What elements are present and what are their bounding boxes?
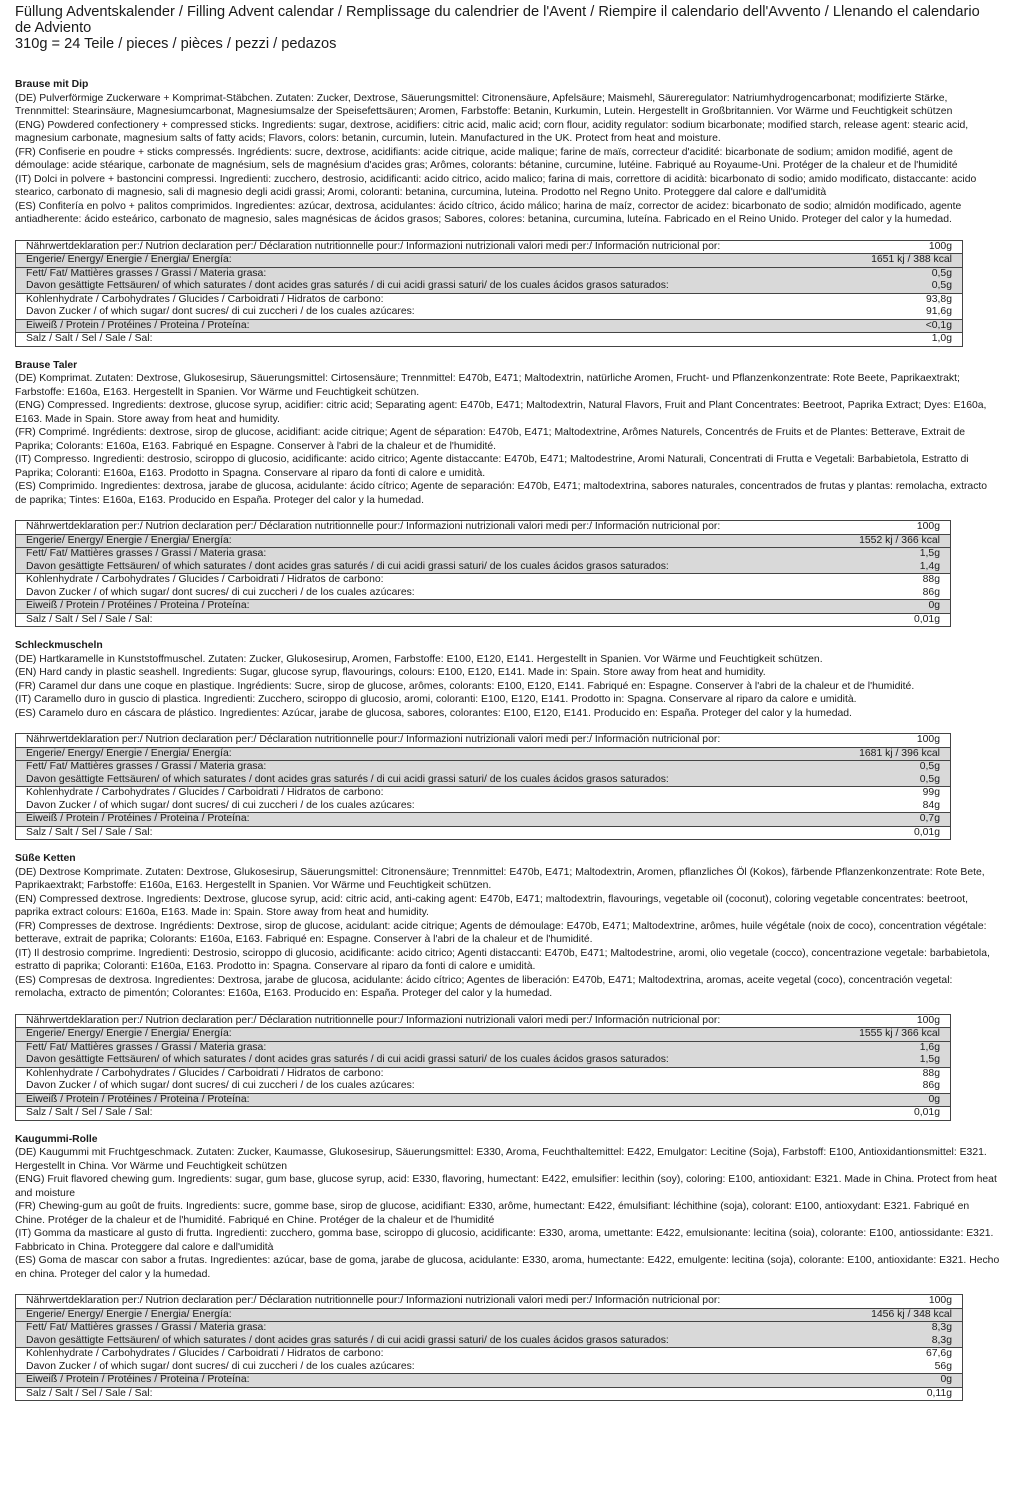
nutrient-value: 1552 kj / 366 kcal xyxy=(834,534,950,548)
ingredients-text: (ES) Compresas de dextrosa. Ingredientes: Dextrosa, jarabe de glucosa, acidulante: ácido cítrico; Agentes de liberación: E470b, E471; Maltodextrina, aromas, aceite vegetal (coco), concentración vegetal: remolacha, extracto de pimentón; Colorantes: E160a, E163. Producido en: España. Proteger del calor y la humedad. xyxy=(15,974,953,999)
ingredients-text: (ES) Confitería en polvo + palitos comprimidos. Ingredientes: azúcar, dextrosa, acidulantes: ácido cítrico, ácido málico; harina de maíz, corrector de acidez: bicarbonato de sodio; almidón modificado, agente antiadherente: ácido esteárico, carbonato de magnesio, sales magnésicas de ácidos grasos; Sabores, colores: betanina, curcumina, luteína. Fabricado en el Reino Unido. Proteger del calor y la humedad. xyxy=(15,200,962,225)
nutrient-value: 0,01g xyxy=(834,613,950,627)
nutrient-label: Kohlenhydrate / Carbohydrates / Glucides / Carboidrati / Hidratos de carbono: xyxy=(16,293,845,306)
nutrition-table xyxy=(15,240,963,347)
nutrition-table xyxy=(15,1014,951,1121)
nutrient-value: 1456 kj / 348 kcal xyxy=(845,1308,963,1322)
nutrient-label: Fett/ Fat/ Mattières grasses / Grassi / Materia grasa: xyxy=(16,1041,835,1054)
nutrient-label: Kohlenhydrate / Carbohydrates / Glucides / Carboidrati / Hidratos de carbono: xyxy=(16,787,835,800)
nutrient-value: 1,6g xyxy=(834,1041,950,1054)
product-name: Brause mit Dip xyxy=(15,79,89,90)
product-name: Brause Taler xyxy=(15,359,78,371)
nutrient-value: 0,11g xyxy=(845,1387,963,1401)
nutrition-row xyxy=(16,1374,963,1388)
ingredients-text: (IT) Caramello duro in guscio di plastica. Ingredienti: Zucchero, sciroppo di glucosio, aromi, coloranti: E100, E120, E141. Prodotto in: Spagna. Conservare al riparo da calore e umidità. xyxy=(15,694,857,705)
nutrition-row xyxy=(16,1093,951,1107)
nutrition-row xyxy=(16,1080,951,1093)
nutrition-row xyxy=(16,747,951,761)
ingredients-text: (IT) Il destrosio comprime. Ingredienti: Destrosio, sciroppo di glucosio, acidificante: acido citrico; Agenti distaccanti: E470b, E471; Maltodestrine, aromi, olio vegetale (cocco), concentrazione vegetale: barbabietola, estratto di paprika; Coloranti: E160a, E163. Prodotto in: Spagna. Conservare al riparo da fonti di calore e umidità. xyxy=(15,947,990,972)
product-section xyxy=(15,78,1000,347)
nutrient-label: Davon Zucker / of which sugar/ dont sucres/ di cui zuccheri / de los cuales azúcares: xyxy=(16,800,835,813)
nutrient-value: 0g xyxy=(834,1093,950,1107)
nutrient-label: Engerie/ Energy/ Énergie / Energia/ Energía: xyxy=(16,254,845,268)
nutrient-label: Kohlenhydrate / Carbohydrates / Glucides / Carboidrati / Hidratos de carbono: xyxy=(16,574,835,587)
nutrient-label: Nährwertdeklaration per:/ Nutrion declaration per:/ Déclaration nutritionnelle pour:/ Informazioni nutrizionali valori medi per:/ Información nutricional por: xyxy=(16,1014,835,1028)
ingredients-text: (IT) Compresso. Ingredienti: destrosio, sciroppo di glucosio, acidificante: acido citrico; Agente distaccante: E470b, E471; Maltodestrine, Aromi Naturali, Concentrati di Frutta e Vegetali: Barbabietola, Estratto di Paprika; Coloranti: E160a, E163. Prodotto in Spagna. Conservare al riparo da fonti di calore e umidità. xyxy=(15,454,969,479)
nutrition-table xyxy=(15,733,951,840)
ingredients-text: (ENG) Fruit flavored chewing gum. Ingredients: sugar, gum base, glucose syrup, acid: E330, flavoring, humectant: E422, emulsifier: lecithin (soy), coloring: E100, antioxidant: E321. Made in China. Protect from heat and moisture xyxy=(15,1174,997,1199)
nutrient-label: Kohlenhydrate / Carbohydrates / Glucides / Carboidrati / Hidratos de carbono: xyxy=(16,1348,845,1361)
nutrient-value: 100g xyxy=(845,1295,963,1309)
nutrient-value: 0,5g xyxy=(845,280,963,293)
ingredients-block xyxy=(15,866,1000,1001)
ingredients-text: (EN) Hard candy in plastic seashell. Ingredients: Sugar, glucose syrup, flavourings, colours: E100, E120, E141. Made in: Spain. Store away from heat and humidity. xyxy=(15,667,766,678)
nutrition-row xyxy=(16,1335,963,1348)
nutrition-row xyxy=(16,1322,963,1335)
nutrient-label: Davon Zucker / of which sugar/ dont sucres/ di cui zuccheri / de los cuales azúcares: xyxy=(16,1080,835,1093)
nutrition-row xyxy=(16,1361,963,1374)
product-name: Süße Ketten xyxy=(15,853,76,864)
nutrient-value: 1681 kj / 396 kcal xyxy=(834,747,950,761)
nutrient-value: <0,1g xyxy=(845,319,963,333)
nutrition-row xyxy=(16,600,951,614)
nutrient-label: Engerie/ Energy/ Énergie / Energia/ Energía: xyxy=(16,747,835,761)
nutrition-header-row xyxy=(16,521,951,535)
nutrition-row xyxy=(16,826,951,840)
nutrition-row xyxy=(16,761,951,774)
nutrition-row xyxy=(16,280,963,293)
product-section xyxy=(15,639,1000,840)
ingredients-text: (FR) Chewing-gum au goût de fruits. Ingredients: sucre, gomme base, sirop de glucose, acidifiant: E330, arôme, humectant: E422, émulsifiant: léchithine (soja), colorant: E100, antioxydant: E321. Fabriqué en Chine. Protéger de la chaleur et de l'humidité. Fabriqué en Chine. Protéger de la chaleur et de l'humidité xyxy=(15,1201,970,1226)
nutrition-row xyxy=(16,800,951,813)
nutrition-header-row xyxy=(16,1295,963,1309)
nutrient-label: Fett/ Fat/ Mattières grasses / Grassi / Materia grasa: xyxy=(16,267,845,280)
ingredients-block xyxy=(15,92,1000,227)
nutrition-row xyxy=(16,1308,963,1322)
nutrition-row xyxy=(16,534,951,548)
ingredients-text: (DE) Hartkaramelle in Kunststoffmuschel. Zutaten: Zucker, Glukosesirup, Aromen, Farbstoffe: E100, E120, E141. Hergestellt in Spanien. Vor Wärme und Feuchtigkeit schützen. xyxy=(15,653,823,665)
nutrient-value: 100g xyxy=(834,1014,950,1028)
product-section xyxy=(15,1133,1000,1402)
nutrient-label: Eiweiß / Protein / Protéines / Proteina / Proteína: xyxy=(16,600,835,614)
nutrition-row xyxy=(16,813,951,827)
ingredients-text: (FR) Comprimé. Ingrédients: dextrose, sirop de glucose, acidifiant: acide citrique; Agent de séparation: E470b, E471; Maltodextrine, Arômes Naturels, Concentrés de Fruits et de Plantes: Betterave, Extrait de Paprika; Colorants: E160a, E163. Fabriqué en Espagne. Conserver à l'abri de la chaleur et de l'humidité. xyxy=(15,427,966,452)
nutrient-value: 100g xyxy=(834,734,950,748)
nutrient-value: 67,6g xyxy=(845,1348,963,1361)
nutrient-label: Engerie/ Energy/ Énergie / Energia/ Energía: xyxy=(16,534,835,548)
nutrient-label: Salz / Salt / Sel / Sale / Sal: xyxy=(16,333,845,347)
ingredients-block xyxy=(15,1146,1000,1281)
nutrient-value: 91,6g xyxy=(845,306,963,319)
nutrition-row xyxy=(16,561,951,574)
ingredients-text: (EN) Compressed dextrose. Ingredients: Dextrose, glucose syrup, acid: citric acid, anti-caking agent: E470b, E471; maltodextrin, flavourings, vegetable oil (coconut), coloring vegetable concentrates: beetroot, paprika extract colours: E160a, E163. Made in: Spain. Store away from heat and humidity. xyxy=(15,893,968,918)
nutrient-label: Davon Zucker / of which sugar/ dont sucres/ di cui zuccheri / de los cuales azúcares: xyxy=(16,1361,845,1374)
nutrient-value: 0,5g xyxy=(834,761,950,774)
ingredients-block xyxy=(15,372,1000,507)
nutrient-label: Davon Zucker / of which sugar/ dont sucres/ di cui zuccheri / de los cuales azúcares: xyxy=(16,306,845,319)
nutrient-value: 84g xyxy=(834,800,950,813)
ingredients-text: (ES) Comprimido. Ingredientes: dextrosa, jarabe de glucosa, acidulante: ácido cítrico; Agente de separación: E470b, E471; maltodextrina, sabores naturales, concentrados de frutas y plantas: remolacha, extracto de paprika; Tintes: E160a, E163. Producido en España. Proteger del calor y la humedad. xyxy=(15,481,988,506)
nutrient-value: 56g xyxy=(845,1361,963,1374)
nutrient-label: Davon gesättigte Fettsäuren/ of which saturates / dont acides gras saturés / di cui acidi grassi saturi/ de los cuales ácidos grasos saturados: xyxy=(16,1335,845,1348)
document-subtitle: 310g = 24 Teile / pieces / pièces / pezzi / pedazos xyxy=(15,36,337,52)
nutrient-value: 100g xyxy=(834,521,950,535)
nutrition-row xyxy=(16,293,963,306)
ingredients-text: (DE) Pulverförmige Zuckerware + Komprimat-Stäbchen. Zutaten: Zucker, Dextrose, Säuerungsmittel: Citronensäure, Apfelsäure; Maismehl, Säureregulator: Natriumhydrogencarbonat; modifizierte Stärke, Trennmittel: Stearinsäure, Magnesiumcarbonat, Magnesiumsalze der Speisefettsäuren; Aromen, Farbstoffe: Betanin, Kurkumin, Lutein. Hergestellt in Großbritannien. Vor Wärme und Feuchtigkeit schützen xyxy=(15,92,953,117)
nutrition-row xyxy=(16,1067,951,1080)
ingredients-text: (ENG) Powdered confectionery + compressed sticks. Ingredients: sugar, dextrose, acidifiers: citric acid, malic acid; corn flour, acidity regulator: sodium bicarbonate; modified starch, release agent: stearic acid, magnesium carbonate, magnesium salts of fatty acids; Flavors, colors: betanin, curcumin, lutein. Manufactured in the UK. Protect from heat and moisture. xyxy=(15,119,969,144)
ingredients-text: (FR) Compresses de dextrose. Ingrédients: Dextrose, sirop de glucose, acidulant: acide citrique; Agents de démoulage: E470b, E471; Maltodextrine, arômes, huile végétale (noix de coco), concentration végétale: betterave, extrait de paprika; Colorants: E160a, E163. Fabriqué en: Espagne. Conserver à l'abri de la chaleur et de l'humidité. xyxy=(15,920,987,945)
nutrient-value: 1,0g xyxy=(845,333,963,347)
nutrient-value: 1,5g xyxy=(834,1054,950,1067)
ingredients-text: (ES) Goma de mascar con sabor a frutas. Ingredientes: azúcar, base de goma, jarabe de glucosa, acidulante: E330, aroma, humectante: E422, emulgente: lecitina (soja), colorante: E100, antioxidante: E321. Hecho en china. Proteger del calor y la humedad. xyxy=(15,1255,1000,1280)
nutrition-row xyxy=(16,1348,963,1361)
nutrient-label: Davon gesättigte Fettsäuren/ of which saturates / dont acides gras saturés / di cui acidi grassi saturi/ de los cuales ácidos grasos saturados: xyxy=(16,774,835,787)
nutrient-label: Eiweiß / Protein / Protéines / Proteina / Proteína: xyxy=(16,813,835,827)
nutrition-row xyxy=(16,574,951,587)
ingredients-text: (DE) Dextrose Komprimate. Zutaten: Dextrose, Glukosesirup, Säuerungsmittel: Citronensäure; Trennmittel: E470b, E471; Maltodextrin, Aromen, pflanzliches Öl (Kokos), färbende Pflanzenkonzentrate: Rote Bete, Paprikaextrakt; Farbstoffe: E160a, E163. Hergestellt in Spanien. Vor Wärme und Feuchtigkeit schützen. xyxy=(15,866,985,891)
nutrient-label: Fett/ Fat/ Mattières grasses / Grassi / Materia grasa: xyxy=(16,548,835,561)
nutrient-value: 0,5g xyxy=(845,267,963,280)
nutrient-label: Davon gesättigte Fettsäuren/ of which saturates / dont acides gras saturés / di cui acidi grassi saturi/ de los cuales ácidos grasos saturados: xyxy=(16,280,845,293)
ingredients-text: (DE) Komprimat. Zutaten: Dextrose, Glukosesirup, Säuerungsmittel: Cirtosensäure; Trennmittel: E470b, E471; Maltodextrin, natürliche Aromen, Frucht- und Pflanzenkonzentrate: Rote Beete, Paprikaextrakt; Farbstoffe: E160a, E163. Hergestellt in Spanien. Vor Wärme und Feuchtigkeit schützen. xyxy=(15,373,960,398)
nutrient-label: Nährwertdeklaration per:/ Nutrion declaration per:/ Déclaration nutritionnelle pour:/ Informazioni nutrizionali valori medi per:/ Información nutricional por: xyxy=(16,734,835,748)
ingredients-text: (FR) Confiserie en poudre + sticks compressés. Ingrédients: sucre, dextrose, acidifiants: acide citrique, acide malique; farine de maïs, correcteur d'acidité: bicarbonate de sodium; amidon modifié, agent de démoulage: acide stéarique, carbonate de magnésium, sels de magnésium d'acides gras; Arômes, colorants: bétanine, curcumine, lutéine. Fabriqué au Royaume-Uni. Protéger de la chaleur et de l'humidité xyxy=(15,146,958,171)
nutrient-label: Salz / Salt / Sel / Sale / Sal: xyxy=(16,613,835,627)
nutrient-label: Davon Zucker / of which sugar/ dont sucres/ di cui zuccheri / de los cuales azúcares: xyxy=(16,587,835,600)
nutrient-value: 93,8g xyxy=(845,293,963,306)
nutrition-row xyxy=(16,613,951,627)
nutrition-row xyxy=(16,1028,951,1042)
nutrient-label: Fett/ Fat/ Mattières grasses / Grassi / Materia grasa: xyxy=(16,761,835,774)
nutrient-value: 8,3g xyxy=(845,1335,963,1348)
nutrition-row xyxy=(16,306,963,319)
nutrition-row xyxy=(16,254,963,268)
nutrient-value: 1,5g xyxy=(834,548,950,561)
nutrient-label: Nährwertdeklaration per:/ Nutrion declaration per:/ Déclaration nutritionnelle pour:/ Informazioni nutrizionali valori medi per:/ Información nutricional por: xyxy=(16,1295,845,1309)
nutrient-label: Fett/ Fat/ Mattières grasses / Grassi / Materia grasa: xyxy=(16,1322,845,1335)
product-section xyxy=(15,359,1000,628)
nutrition-row xyxy=(16,774,951,787)
nutrient-value: 99g xyxy=(834,787,950,800)
document-page xyxy=(15,4,1000,1413)
product-section xyxy=(15,852,1000,1121)
nutrient-label: Salz / Salt / Sel / Sale / Sal: xyxy=(16,1387,845,1401)
nutrient-value: 88g xyxy=(834,574,950,587)
nutrient-value: 8,3g xyxy=(845,1322,963,1335)
nutrition-row xyxy=(16,1107,951,1121)
nutrient-label: Kohlenhydrate / Carbohydrates / Glucides / Carboidrati / Hidratos de carbono: xyxy=(16,1067,835,1080)
ingredients-text: (DE) Kaugummi mit Fruchtgeschmack. Zutaten: Zucker, Kaumasse, Glukosesirup, Säuerungsmittel: E330, Aroma, Feuchthaltemittel: E422, Emulgator: Lecitine (Soja), Farbstoff: E100, Antioxidantionsmittel: E321. Hergestellt in China. Vor Wärme und Feuchtigkeit schützen xyxy=(15,1147,987,1172)
nutrition-row xyxy=(16,1054,951,1067)
nutrient-value: 0,7g xyxy=(834,813,950,827)
nutrient-value: 0,01g xyxy=(834,1107,950,1121)
nutrient-label: Davon gesättigte Fettsäuren/ of which saturates / dont acides gras saturés / di cui acidi grassi saturi/ de los cuales ácidos grasos saturados: xyxy=(16,1054,835,1067)
ingredients-text: (FR) Caramel dur dans une coque en plastique. Ingrédients: Sucre, sirop de glucose, arômes, colorants: E100, E120, E141. Fabriqué en: Espagne. Conserver à l'abri de la chaleur et de l'humidité. xyxy=(15,680,915,692)
nutrient-value: 1555 kj / 366 kcal xyxy=(834,1028,950,1042)
nutrition-row xyxy=(16,1387,963,1401)
nutrient-value: 1,4g xyxy=(834,561,950,574)
nutrient-value: 86g xyxy=(834,587,950,600)
ingredients-block xyxy=(15,653,1000,721)
nutrition-row xyxy=(16,1041,951,1054)
nutrient-label: Eiweiß / Protein / Protéines / Proteina / Proteína: xyxy=(16,1374,845,1388)
nutrient-label: Eiweiß / Protein / Protéines / Proteina / Proteína: xyxy=(16,1093,835,1107)
nutrition-row xyxy=(16,267,963,280)
nutrient-value: 86g xyxy=(834,1080,950,1093)
nutrient-label: Salz / Salt / Sel / Sale / Sal: xyxy=(16,1107,835,1121)
nutrition-row xyxy=(16,333,963,347)
product-name: Kaugummi-Rolle xyxy=(15,1133,98,1145)
nutrient-label: Salz / Salt / Sel / Sale / Sal: xyxy=(16,826,835,840)
nutrition-table xyxy=(15,520,951,627)
nutrient-value: 1651 kj / 388 kcal xyxy=(845,254,963,268)
nutrition-row xyxy=(16,319,963,333)
nutrition-table xyxy=(15,1294,963,1401)
document-title: Füllung Adventskalender / Filling Advent calendar / Remplissage du calendrier de l'Avent / Riempire il calendario dell'Avvento / Llenando el calendario de Adviento xyxy=(15,4,980,36)
nutrient-value: 0g xyxy=(834,600,950,614)
nutrition-header-row xyxy=(16,1014,951,1028)
ingredients-text: (ENG) Compressed. Ingredients: dextrose, glucose syrup, acidifier: citric acid; Separating agent: E470b, E471; Maltodextrin, Natural Flavors, Fruit and Plant Concentrates: Beetroot, Paprika Extract; Dyes: E160a, E163. Made in Spain. Store away from heat and humidity. xyxy=(15,400,987,425)
nutrient-value: 0,5g xyxy=(834,774,950,787)
nutrient-value: 88g xyxy=(834,1067,950,1080)
product-sections xyxy=(15,78,1000,1401)
ingredients-text: (ES) Caramelo duro en cáscara de plástico. Ingredientes: Azúcar, jarabe de glucosa, sabores, colorantes: E100, E120, E141. Producido en: España. Proteger del calor y la humedad. xyxy=(15,707,852,719)
nutrient-label: Nährwertdeklaration per:/ Nutrion declaration per:/ Déclaration nutritionnelle pour:/ Informazioni nutrizionali valori medi per:/ Información nutricional por: xyxy=(16,240,845,254)
product-name: Schleckmuscheln xyxy=(15,640,103,651)
nutrient-value: 100g xyxy=(845,240,963,254)
nutrient-label: Davon gesättigte Fettsäuren/ of which saturates / dont acides gras saturés / di cui acidi grassi saturi/ de los cuales ácidos grasos saturados: xyxy=(16,561,835,574)
nutrition-header-row xyxy=(16,734,951,748)
nutrient-label: Nährwertdeklaration per:/ Nutrion declaration per:/ Déclaration nutritionnelle pour:/ Informazioni nutrizionali valori medi per:/ Información nutricional por: xyxy=(16,521,835,535)
nutrient-value: 0g xyxy=(845,1374,963,1388)
nutrient-label: Eiweiß / Protein / Protéines / Proteina / Proteína: xyxy=(16,319,845,333)
nutrition-row xyxy=(16,787,951,800)
nutrition-row xyxy=(16,548,951,561)
nutrition-header-row xyxy=(16,240,963,254)
ingredients-text: (IT) Gomma da masticare al gusto di frutta. Ingredienti: zucchero, gomma base, sciroppo di glucosio, acidificante: E330, aroma, umettante: E422, emulsionante: lecitina (soia), colorante: E100, antiossidante: E321. Fabbricato in China. Proteggere dal calore e dall'umidità xyxy=(15,1228,994,1253)
nutrition-row xyxy=(16,587,951,600)
ingredients-text: (IT) Dolci in polvere + bastoncini compressi. Ingredienti: zucchero, destrosio, acidificanti: acido citrico, acido malico; farina di mais, correttore di acidità: bicarbonato di sodio; amido modificato, distaccante: acido stearico, carbonato di magnesio, sali di magnesio degli acidi grassi; Aromi, coloranti: betanina, curcumina, luteina. Prodotto nel Regno Unito. Proteggere dal calore e dall'umidità xyxy=(15,173,977,198)
nutrient-value: 0,01g xyxy=(834,826,950,840)
nutrient-label: Engerie/ Energy/ Énergie / Energia/ Energía: xyxy=(16,1308,845,1322)
nutrient-label: Engerie/ Energy/ Énergie / Energia/ Energía: xyxy=(16,1028,835,1042)
